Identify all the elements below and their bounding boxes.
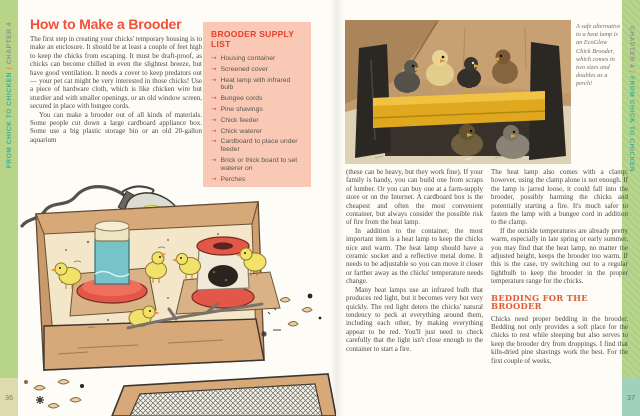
arrow-bullet-icon: → (211, 54, 217, 62)
paragraph: You can make a brooder out of all kinds of materials. Some people cut down a large cardboard appliance box. Some use a big plastic storage bin or an old 20-gallon aquarium (30, 110, 202, 144)
brooder-illustration-svg (18, 174, 336, 416)
section-heading: BEDDING FOR THE BROODER (491, 292, 588, 312)
supply-item-label: Pine shavings (220, 105, 263, 113)
paragraph: The heat lamp also comes with a clamp; however, using the clamp alone is not enough. If the lamp is jarred loose, it could fall into the brooder, possibly harming the chicks and potentially starting a fire. It's much safer to fasten the lamp with a bungee cord in addition to the clamp. (491, 168, 628, 227)
arrow-bullet-icon: → (211, 126, 217, 135)
brooder-supply-list-box (203, 22, 311, 187)
paragraph: Chicks need proper bedding in the brooder. Bedding not only provides a soft place for the chicks to rest while sleeping but also serves to keep the brooder dry from droppings. I find that kiln-dried pine shavings work the best. For the first couple of weeks, (491, 314, 628, 365)
brooder-illustration (18, 174, 336, 416)
right-page-column-1 (346, 168, 483, 353)
supply-list-item (211, 157, 303, 173)
slash-divider: / (627, 70, 636, 74)
arrow-bullet-icon: → (211, 115, 217, 124)
arrow-bullet-icon: → (211, 137, 217, 146)
right-sidebar-running-head (627, 26, 636, 172)
supply-list-item (211, 128, 303, 136)
series-title: FROM CHICK TO CHICKEN (6, 71, 13, 169)
series-title: FROM CHICK TO CHICKEN (628, 75, 635, 173)
arrow-bullet-icon: → (211, 104, 217, 113)
supply-list (211, 55, 303, 183)
right-page-number: 37 (622, 378, 640, 416)
paragraph: If the outside temperatures are already pretty warm, especially in late spring or early summer, you may find that the heat lamp, no matter the adjusted height, keeps the brooder too warm. If this is the case, try switching out to a regular lightbulb to keep the brooder in the proper temperature range for the chicks. (491, 226, 628, 286)
supply-list-item (211, 106, 303, 114)
arrow-bullet-icon: → (211, 75, 217, 84)
slash-divider: / (5, 66, 14, 70)
paragraph: The first step in creating your chicks' temporary housing is to make an enclosure. It should be at least a couple of feet high to keep the chicks from escaping. It must be draft-proof, as chicks can become chilled in even the slightest breeze, but have good ventilation. It needs a cover to keep predators out — your pet cat might be very interested in those chicks! Use a piece of hardware cloth, which is like chicken wire but sturdier and with smaller openings, or an old window screen, secured in place with bungee cords. (30, 35, 202, 111)
arrow-bullet-icon: → (211, 94, 217, 103)
supply-list-item (211, 77, 303, 93)
supply-item-label: Chick waterer (220, 127, 263, 135)
left-sidebar-running-head (5, 22, 14, 168)
arrow-bullet-icon: → (211, 155, 217, 164)
left-page-number: 36 (0, 378, 18, 416)
paragraph: Many heat lamps use an infrared bulb that produces red light, but it becomes very hot very quickly. The red light deters the chicks' natural tendency to peck at everything around them, including each other, by making everything appear to be red. You'll just need to check carefully that the light isn't close enough to the container to start a fire. (346, 285, 483, 353)
supply-item-label: Heat lamp with infrared bulb (220, 76, 291, 92)
photo-caption: A safe alternative to a heat lamp is an EcoGlow Chick Brooder, which comes in two sizes and doubles as a perch! (576, 23, 621, 88)
supply-item-label: Chick feeder (220, 116, 259, 124)
supply-item-label: Perches (220, 175, 246, 183)
brooder-photo-svg (345, 20, 571, 164)
right-page-column-2 (491, 168, 628, 365)
supply-list-item (211, 138, 303, 154)
chapter-label: CHAPTER 4 (6, 22, 13, 65)
paragraph: In addition to the container, the most important item is a heat lamp to keep the chicks nice and warm. The heat lamp should have a ceramic socket and a reflective metal dome. It needs to be adjustable so you can move it closer or farther away as the chicks' temperature needs change. (346, 226, 483, 286)
supply-list-title: BROODER SUPPLY LIST (211, 29, 295, 49)
arrow-bullet-icon: → (211, 64, 217, 73)
supply-list-item (211, 55, 303, 63)
supply-list-item (211, 117, 303, 125)
supply-list-item (211, 95, 303, 103)
arrow-bullet-icon: → (211, 174, 217, 183)
brooder-photo (345, 20, 571, 164)
supply-item-label: Screened cover (220, 65, 269, 73)
page-title: How to Make a Brooder (30, 16, 182, 32)
supply-item-label: Cardboard to place under feeder (220, 138, 298, 154)
chapter-label: CHAPTER 4 (628, 26, 635, 69)
screened-cover-icon (112, 374, 336, 416)
scattered-shavings-left (24, 380, 84, 409)
supply-item-label: Housing container (220, 55, 276, 62)
supply-list-item (211, 66, 303, 74)
left-page-body (30, 35, 202, 144)
paragraph: (these can be heavy, but they work fine). If your family is handy, you can build one from scraps of lumber. Or you can buy one at a farm-supply store or on the Internet. A cardboard box is the cheapest and often the most convenient container, but always consider the possible risk of fire from the heat lamp. (346, 168, 483, 227)
supply-item-label: Bungee cords (220, 95, 263, 103)
supply-item-label: Brick or thick board to set waterer on (220, 156, 298, 172)
